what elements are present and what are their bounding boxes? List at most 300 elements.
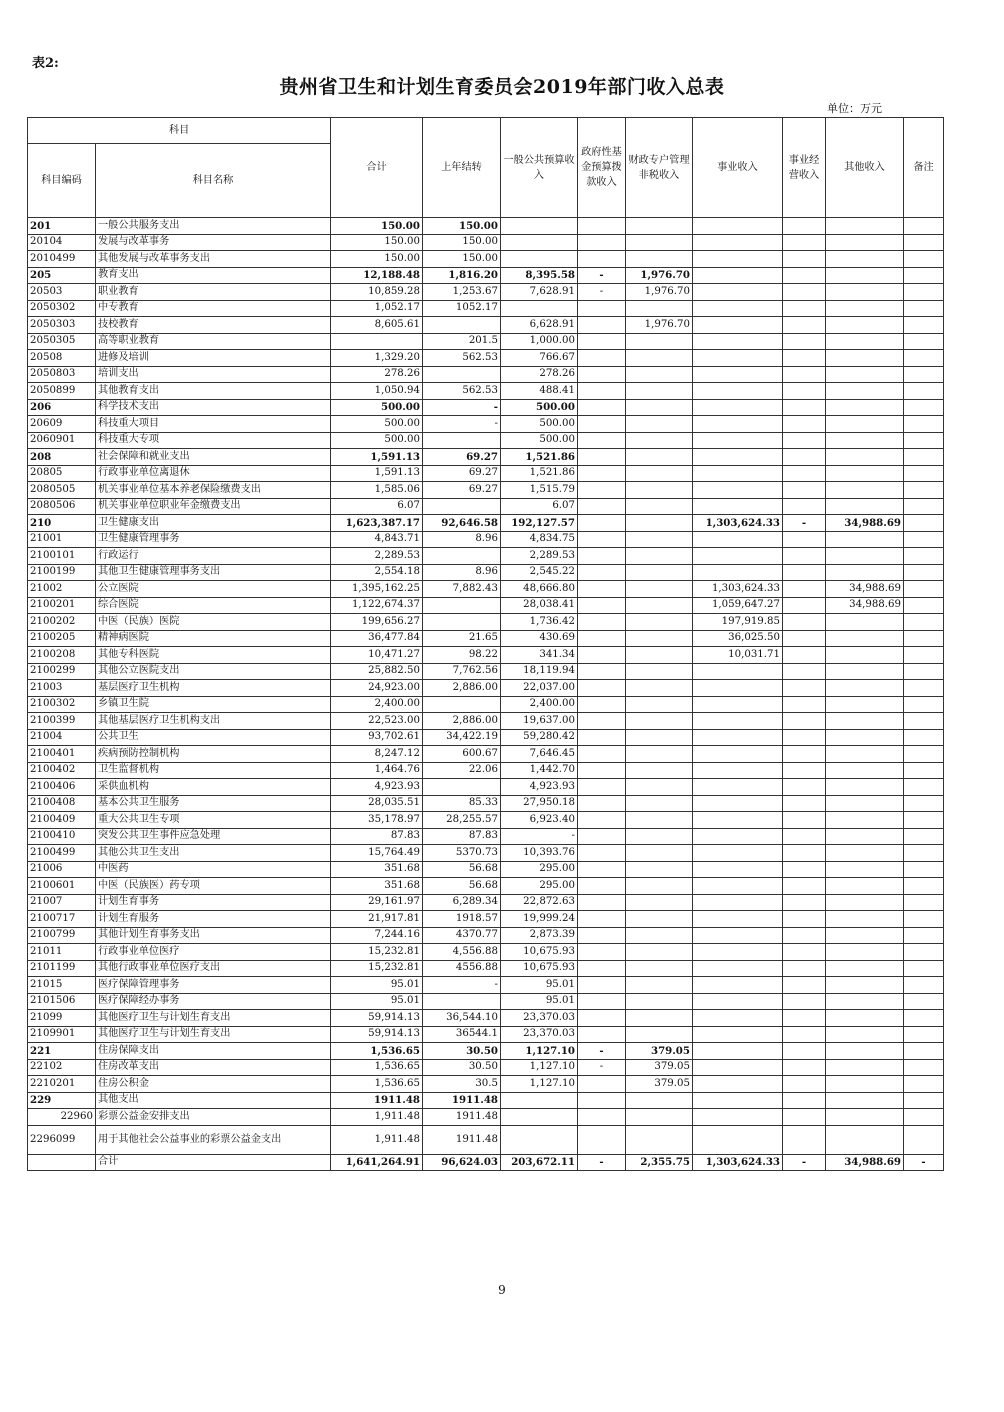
cell-code: 2210201 [28,1076,96,1093]
cell-business-income [693,251,783,268]
cell-name: 其他行政事业单位医疗支出 [96,960,331,977]
cell-other-income [826,779,904,796]
cell-other-income [826,482,904,499]
table-row [28,416,944,433]
cell-gov-fund [578,663,626,680]
cell-special-mgmt: 379.05 [626,1059,693,1076]
cell-name: 用于其他社会公益事业的彩票公益金支出 [96,1125,331,1154]
cell-total: 4,923.93 [331,779,423,796]
cell-other-income [826,993,904,1010]
cell-business-income [693,993,783,1010]
table-row [28,432,944,449]
cell-carryover: 1911.48 [423,1092,501,1109]
cell-code: 2100399 [28,713,96,730]
cell-total: 1,623,387.17 [331,515,423,532]
cell-other-income [826,564,904,581]
cell-name: 住房改革支出 [96,1059,331,1076]
cell-special-mgmt [626,251,693,268]
cell-carryover [423,779,501,796]
cell-operating-income [783,663,826,680]
cell-total: 28,035.51 [331,795,423,812]
cell-business-income [693,1059,783,1076]
cell-operating-income [783,317,826,334]
table-row [28,1043,944,1060]
cell-other-income [826,350,904,367]
cell-other-income [826,614,904,631]
cell-operating-income [783,1092,826,1109]
table-row [28,581,944,598]
cell-name: 行政事业单位离退休 [96,465,331,482]
cell-general-budget: 1,000.00 [501,333,578,350]
cell-other-income [826,1026,904,1043]
cell-carryover: 69.27 [423,449,501,466]
cell-remark [904,465,944,482]
cell-code: 2010499 [28,251,96,268]
cell-other-income [826,647,904,664]
cell-operating-income [783,1059,826,1076]
table-row [28,366,944,383]
cell-remark [904,614,944,631]
cell-other-income [826,927,904,944]
cell-general-budget: 27,950.18 [501,795,578,812]
cell-other-income [826,333,904,350]
cell-special-mgmt [626,548,693,565]
table-row [28,597,944,614]
cell-name: 疾病预防控制机构 [96,746,331,763]
cell-other-income [826,960,904,977]
cell-operating-income [783,234,826,251]
cell-gov-fund [578,1125,626,1154]
cell-business-income [693,300,783,317]
cell-code: 2100410 [28,828,96,845]
cell-special-mgmt [626,1125,693,1154]
cell-carryover [423,432,501,449]
cell-business-income [693,960,783,977]
cell-carryover: 92,646.58 [423,515,501,532]
cell-gov-fund [578,845,626,862]
cell-operating-income [783,251,826,268]
table-row [28,482,944,499]
cell-remark: - [904,1154,944,1171]
cell-other-income [826,663,904,680]
table-row [28,284,944,301]
cell-general-budget: 500.00 [501,416,578,433]
cell-code: 2100101 [28,548,96,565]
cell-remark [904,234,944,251]
cell-code: 2100799 [28,927,96,944]
cell-business-income [693,878,783,895]
cell-total: 7,244.16 [331,927,423,944]
cell-general-budget: 430.69 [501,630,578,647]
cell-carryover [423,498,501,515]
cell-business-income [693,729,783,746]
cell-operating-income [783,449,826,466]
cell-carryover [423,993,501,1010]
cell-operating-income [783,779,826,796]
cell-operating-income [783,1109,826,1126]
cell-other-income [826,729,904,746]
cell-other-income [826,680,904,697]
cell-remark [904,630,944,647]
cell-gov-fund [578,350,626,367]
cell-general-budget: 488.41 [501,383,578,400]
cell-other-income [826,449,904,466]
table-body [28,218,944,1171]
cell-total: 1,911.48 [331,1125,423,1154]
cell-total: 12,188.48 [331,267,423,284]
cell-code: 210 [28,515,96,532]
cell-total: 1,536.65 [331,1076,423,1093]
cell-gov-fund [578,812,626,829]
cell-remark [904,1059,944,1076]
cell-other-income [826,218,904,235]
cell-special-mgmt [626,911,693,928]
cell-carryover: 30.50 [423,1059,501,1076]
cell-other-income [826,795,904,812]
cell-remark [904,267,944,284]
cell-general-budget [501,218,578,235]
page-title: 贵州省卫生和计划生育委员会2019年部门收入总表 [279,76,725,98]
cell-general-budget: 295.00 [501,861,578,878]
cell-remark [904,1076,944,1093]
table-row [28,449,944,466]
cell-other-income [826,399,904,416]
cell-name: 行政事业单位医疗 [96,944,331,961]
cell-other-income [826,894,904,911]
cell-remark [904,779,944,796]
cell-total: 35,178.97 [331,812,423,829]
cell-remark [904,977,944,994]
cell-code: 2101506 [28,993,96,1010]
cell-name: 其他医疗卫生与计划生育支出 [96,1010,331,1027]
table-row [28,894,944,911]
cell-name: 培训支出 [96,366,331,383]
cell-special-mgmt [626,845,693,862]
cell-special-mgmt [626,927,693,944]
cell-special-mgmt [626,300,693,317]
cell-business-income [693,812,783,829]
cell-name: 其他公立医院支出 [96,663,331,680]
cell-business-income [693,861,783,878]
cell-special-mgmt [626,498,693,515]
cell-remark [904,482,944,499]
cell-carryover: 21.65 [423,630,501,647]
header-name: 科目名称 [96,144,331,218]
cell-gov-fund [578,383,626,400]
cell-code: 2100205 [28,630,96,647]
cell-other-income [826,234,904,251]
table-row [28,696,944,713]
cell-total: 6.07 [331,498,423,515]
cell-general-budget: 1,127.10 [501,1043,578,1060]
table-row [28,300,944,317]
cell-business-income [693,663,783,680]
cell-carryover: 34,422.19 [423,729,501,746]
cell-general-budget: 23,370.03 [501,1026,578,1043]
cell-special-mgmt [626,350,693,367]
cell-special-mgmt [626,696,693,713]
cell-carryover [423,317,501,334]
cell-gov-fund [578,498,626,515]
cell-general-budget: 7,628.91 [501,284,578,301]
cell-gov-fund [578,1026,626,1043]
cell-name: 计划生育服务 [96,911,331,928]
cell-gov-fund [578,1010,626,1027]
cell-special-mgmt [626,581,693,598]
header-general-budget: 一般公共预算收入 [501,118,578,218]
cell-code: 2050303 [28,317,96,334]
cell-other-income [826,762,904,779]
cell-business-income [693,779,783,796]
cell-operating-income [783,267,826,284]
table-row [28,1059,944,1076]
cell-general-budget: - [501,828,578,845]
table-row [28,614,944,631]
cell-operating-income [783,465,826,482]
cell-business-income [693,1043,783,1060]
cell-general-budget: 22,872.63 [501,894,578,911]
cell-code: 2100717 [28,911,96,928]
cell-general-budget: 19,999.24 [501,911,578,928]
cell-carryover: 7,762.56 [423,663,501,680]
cell-other-income: 34,988.69 [826,581,904,598]
total-row [28,1154,944,1171]
table-row [28,663,944,680]
cell-remark [904,812,944,829]
cell-carryover: 5370.73 [423,845,501,862]
cell-carryover: 22.06 [423,762,501,779]
cell-carryover: 2,886.00 [423,680,501,697]
cell-name: 其他基层医疗卫生机构支出 [96,713,331,730]
cell-other-income [826,498,904,515]
cell-special-mgmt [626,564,693,581]
cell-code: 2050305 [28,333,96,350]
table-row [28,1076,944,1093]
cell-special-mgmt [626,465,693,482]
cell-special-mgmt [626,894,693,911]
table-row [28,515,944,532]
header-code: 科目编码 [28,144,96,218]
cell-name: 基本公共卫生服务 [96,795,331,812]
cell-carryover: - [423,977,501,994]
cell-code: 2100302 [28,696,96,713]
cell-name: 其他发展与改革事务支出 [96,251,331,268]
cell-general-budget: 203,672.11 [501,1154,578,1171]
cell-total [331,333,423,350]
cell-name: 科技重大项目 [96,416,331,433]
cell-special-mgmt [626,713,693,730]
cell-total: 22,523.00 [331,713,423,730]
header-business-income: 事业收入 [693,118,783,218]
cell-operating-income [783,762,826,779]
cell-general-budget: 95.01 [501,977,578,994]
table-label: 表2: [32,56,59,71]
cell-remark [904,927,944,944]
cell-total: 2,289.53 [331,548,423,565]
cell-other-income [826,1125,904,1154]
cell-total: 95.01 [331,977,423,994]
cell-operating-income [783,911,826,928]
cell-gov-fund [578,878,626,895]
cell-remark [904,416,944,433]
table-row [28,1109,944,1126]
cell-operating-income [783,614,826,631]
cell-gov-fund [578,795,626,812]
cell-other-income [826,812,904,829]
table-row [28,333,944,350]
cell-gov-fund [578,614,626,631]
cell-special-mgmt [626,944,693,961]
cell-remark [904,647,944,664]
cell-total: 351.68 [331,878,423,895]
cell-gov-fund: - [578,284,626,301]
cell-operating-income [783,564,826,581]
cell-name: 科技重大专项 [96,432,331,449]
cell-code: 2101199 [28,960,96,977]
cell-operating-income [783,960,826,977]
cell-operating-income [783,416,826,433]
cell-code: 221 [28,1043,96,1060]
cell-carryover: 8.96 [423,531,501,548]
cell-other-income [826,845,904,862]
cell-gov-fund [578,399,626,416]
cell-code: 20805 [28,465,96,482]
cell-gov-fund [578,1092,626,1109]
cell-name: 进修及培训 [96,350,331,367]
cell-gov-fund [578,746,626,763]
cell-code: 2080505 [28,482,96,499]
table-header [28,118,944,218]
cell-operating-income [783,350,826,367]
cell-carryover: 1,816.20 [423,267,501,284]
cell-carryover [423,366,501,383]
cell-remark [904,581,944,598]
cell-code: 205 [28,267,96,284]
cell-remark [904,1026,944,1043]
table-row [28,861,944,878]
cell-business-income [693,465,783,482]
cell-carryover [423,548,501,565]
table-row [28,680,944,697]
table-row [28,1026,944,1043]
cell-special-mgmt [626,333,693,350]
unit-label: 单位：万元 [827,102,882,115]
cell-other-income [826,1076,904,1093]
cell-business-income [693,944,783,961]
table-row [28,531,944,548]
cell-code: 2100208 [28,647,96,664]
cell-business-income [693,1076,783,1093]
cell-name: 公共卫生 [96,729,331,746]
cell-name: 中医（民族）医院 [96,614,331,631]
cell-gov-fund [578,531,626,548]
cell-special-mgmt [626,482,693,499]
cell-total: 15,232.81 [331,960,423,977]
cell-special-mgmt [626,630,693,647]
cell-total: 1,395,162.25 [331,581,423,598]
cell-name: 其他支出 [96,1092,331,1109]
cell-special-mgmt: 1,976.70 [626,284,693,301]
cell-total: 199,656.27 [331,614,423,631]
table-row [28,911,944,928]
cell-total: 10,859.28 [331,284,423,301]
cell-gov-fund [578,861,626,878]
cell-business-income [693,1125,783,1154]
cell-carryover [423,614,501,631]
cell-special-mgmt [626,729,693,746]
cell-total: 2,400.00 [331,696,423,713]
cell-operating-income [783,399,826,416]
cell-business-income [693,333,783,350]
cell-special-mgmt [626,234,693,251]
cell-other-income [826,366,904,383]
cell-operating-income [783,993,826,1010]
cell-total: 36,477.84 [331,630,423,647]
cell-operating-income [783,944,826,961]
cell-other-income [826,465,904,482]
cell-carryover: 150.00 [423,234,501,251]
cell-name: 其他教育支出 [96,383,331,400]
cell-business-income [693,284,783,301]
cell-carryover: 7,882.43 [423,581,501,598]
cell-carryover: 4370.77 [423,927,501,944]
cell-special-mgmt [626,647,693,664]
cell-special-mgmt [626,828,693,845]
cell-code: 2060901 [28,432,96,449]
table-row [28,399,944,416]
cell-business-income [693,449,783,466]
cell-name: 教育支出 [96,267,331,284]
cell-other-income [826,977,904,994]
cell-total: 1,591.13 [331,449,423,466]
cell-total: 1,329.20 [331,350,423,367]
cell-remark [904,729,944,746]
cell-gov-fund [578,218,626,235]
cell-operating-income [783,977,826,994]
cell-code: 2100402 [28,762,96,779]
cell-general-budget [501,251,578,268]
cell-name: 机关事业单位职业年金缴费支出 [96,498,331,515]
cell-remark [904,680,944,697]
cell-gov-fund [578,977,626,994]
cell-general-budget: 2,289.53 [501,548,578,565]
table-row [28,713,944,730]
cell-general-budget: 766.67 [501,350,578,367]
cell-total: 150.00 [331,251,423,268]
cell-special-mgmt [626,383,693,400]
cell-carryover: 1911.48 [423,1125,501,1154]
cell-code: 208 [28,449,96,466]
cell-total: 15,232.81 [331,944,423,961]
cell-carryover: 562.53 [423,350,501,367]
cell-special-mgmt [626,812,693,829]
cell-operating-income [783,696,826,713]
cell-carryover: 1052.17 [423,300,501,317]
cell-carryover [423,696,501,713]
cell-general-budget: 4,923.93 [501,779,578,796]
cell-total: 1,591.13 [331,465,423,482]
table-row [28,729,944,746]
cell-other-income [826,548,904,565]
cell-business-income [693,531,783,548]
cell-name: 采供血机构 [96,779,331,796]
cell-carryover: 56.68 [423,878,501,895]
cell-gov-fund [578,251,626,268]
table-row [28,218,944,235]
cell-general-budget: 18,119.94 [501,663,578,680]
cell-name: 其他计划生育事务支出 [96,927,331,944]
cell-other-income [826,300,904,317]
